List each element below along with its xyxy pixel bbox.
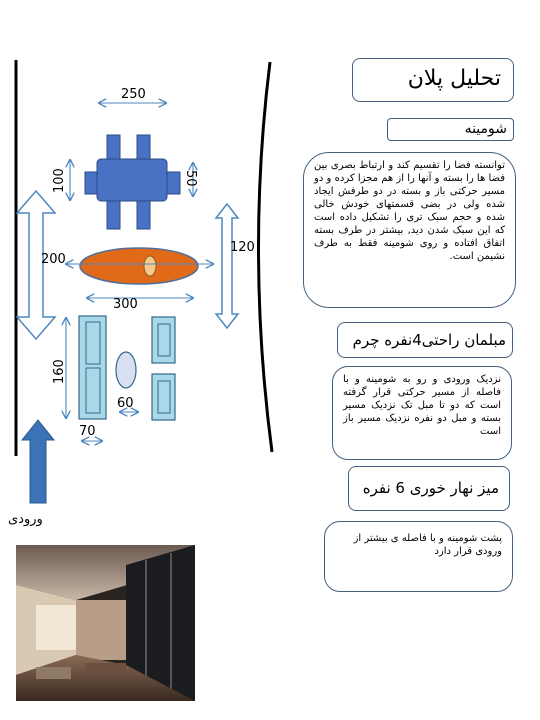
- page-title: تحلیل پلان: [407, 66, 501, 91]
- heading-fireplace: [387, 118, 514, 141]
- desc-fireplace: توانسته فضا را تقسیم کند و ارتباط بصری بین فضا ها را بسته و آنها را از هم مجزا کرده و دو مسیر حرکتی باز و بسته در دو طرفش ایجاد شده ولی در بضی قسمتهای خودش خالی شده و حجم سبک تری را تشکیل داده است که این سبک شدن دید, بیشتر در طرف بسته اتفاق افتاده و روی شومینه فقط به طرف نشیمن است.: [303, 152, 516, 308]
- entrance-label: ورودی: [8, 512, 43, 527]
- desc-sofa: نزدیک ورودی و رو به شومینه و با فاصله از مسیر حرکتی قرار گرفته است که دو تا مبل تک نزدیک مسیر بسته و مبل دو نفره نزدیک مسیر باز است: [332, 366, 512, 460]
- dim-250: 250: [121, 87, 146, 102]
- entrance-arrow: [22, 420, 54, 503]
- dim-50: 50: [183, 170, 198, 187]
- dim-100: 100: [52, 168, 67, 193]
- interior-photo: [16, 545, 195, 701]
- circulation-arrow-right: [216, 204, 238, 328]
- heading-fireplace-label: شومینه: [464, 121, 507, 137]
- dim-160: 160: [52, 359, 67, 384]
- heading-sofa: [337, 322, 513, 358]
- dim-70: 70: [79, 424, 96, 439]
- fireplace: [80, 248, 198, 284]
- dim-200: 200: [41, 252, 66, 267]
- title-box: [352, 58, 514, 102]
- desc-dining: پشت شومینه و با فاصله ی بیشتر از ورودی قرار دارد: [324, 521, 513, 592]
- heading-dining-label: میز نهار خوری 6 نفره: [362, 479, 499, 497]
- heading-sofa-label: مبلمان راحتی4نفره چرم: [352, 331, 506, 349]
- dining-table: [85, 135, 180, 229]
- right-curve-wall: [258, 62, 272, 452]
- dim-60: 60: [117, 396, 134, 411]
- heading-dining: [348, 466, 510, 511]
- dim-120: 120: [230, 240, 255, 255]
- dim-300: 300: [113, 297, 138, 312]
